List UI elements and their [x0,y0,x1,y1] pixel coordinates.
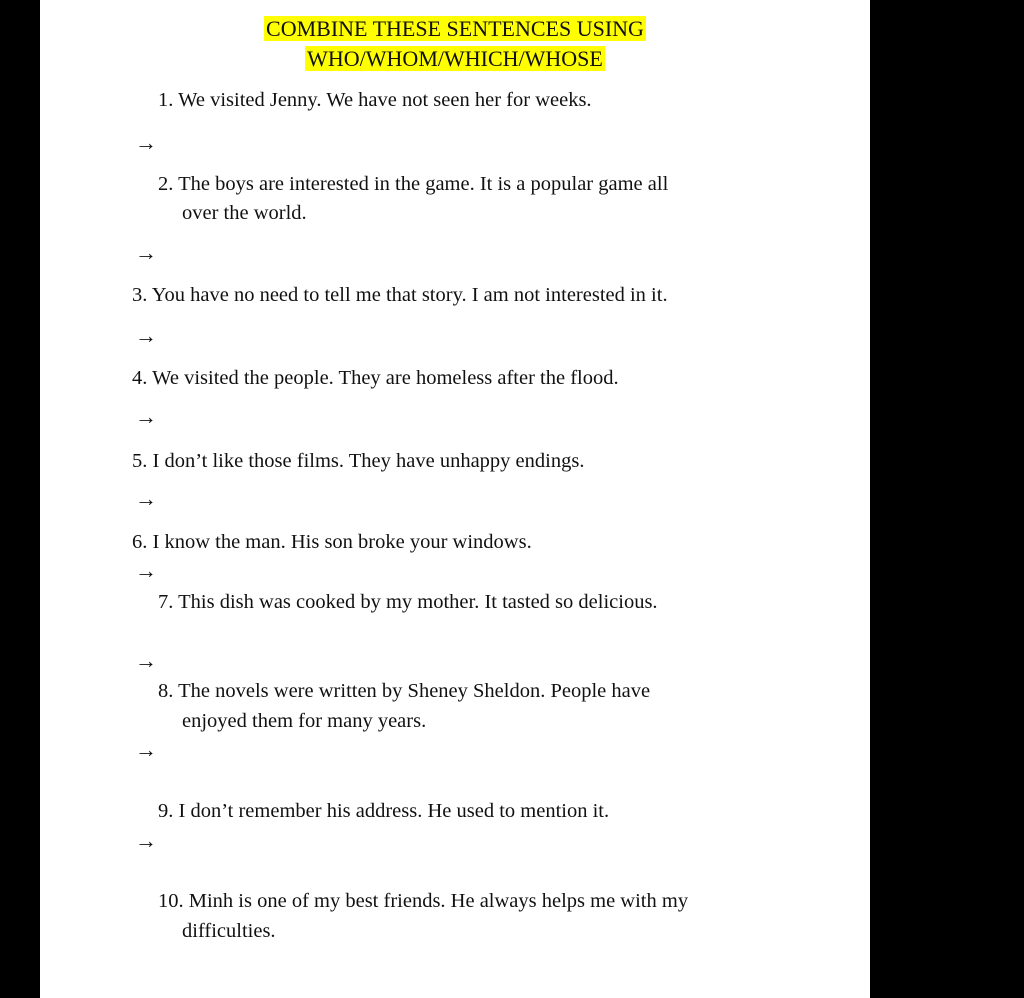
question-text: Minh is one of my best friends. He always helps me with my [188,890,689,912]
question-text: You have no need to tell me that story. I am not interested in it. [151,284,668,306]
question-8-continuation: enjoyed them for many years. [182,710,427,732]
question-text: The boys are interested in the game. It is a popular game all [178,173,669,195]
question-7 [158,588,658,617]
question-10-continuation: difficulties. [182,920,276,942]
question-3 [132,281,668,310]
question-2 [158,170,668,199]
question-text: We visited Jenny. We have not seen her for weeks. [178,89,592,111]
question-text: I know the man. His son broke your windows. [152,531,532,553]
question-number: 2. [158,173,174,195]
answer-arrow-icon: → [135,737,157,762]
question-2-continuation: over the world. [182,202,307,224]
answer-arrow-icon: → [135,130,157,155]
answer-arrow-icon: → [135,648,157,673]
title-line-2: WHO/WHOM/WHICH/WHOSE [307,46,603,71]
question-number: 7. [158,591,174,613]
title-line-1: COMBINE THESE SENTENCES USING [266,16,644,41]
question-number: 10. [158,890,184,912]
question-6 [132,528,532,557]
answer-arrow-icon: → [135,404,157,429]
question-4 [132,364,619,393]
answer-arrow-icon: → [135,486,157,511]
answer-arrow-icon: → [135,323,157,348]
question-1 [158,86,592,115]
question-5 [132,447,584,476]
question-number: 8. [158,680,174,702]
worksheet-page [40,0,870,998]
question-text: I don’t like those films. They have unhappy endings. [152,450,585,472]
question-10 [158,887,688,916]
question-9 [158,797,609,826]
question-number: 3. [132,284,148,306]
answer-arrow-icon: → [135,828,157,853]
answer-arrow-icon: → [135,558,157,583]
question-8 [158,677,650,706]
answer-arrow-icon: → [135,240,157,265]
question-number: 6. [132,531,148,553]
question-text: The novels were written by Sheney Sheldon. People have [178,680,651,702]
question-number: 9. [158,800,174,822]
question-number: 1. [158,89,174,111]
question-text: I don’t remember his address. He used to mention it. [178,800,610,822]
question-number: 4. [132,367,148,389]
question-number: 5. [132,450,148,472]
question-text: This dish was cooked by my mother. It tasted so delicious. [178,591,658,613]
question-text: We visited the people. They are homeless after the flood. [152,367,619,389]
